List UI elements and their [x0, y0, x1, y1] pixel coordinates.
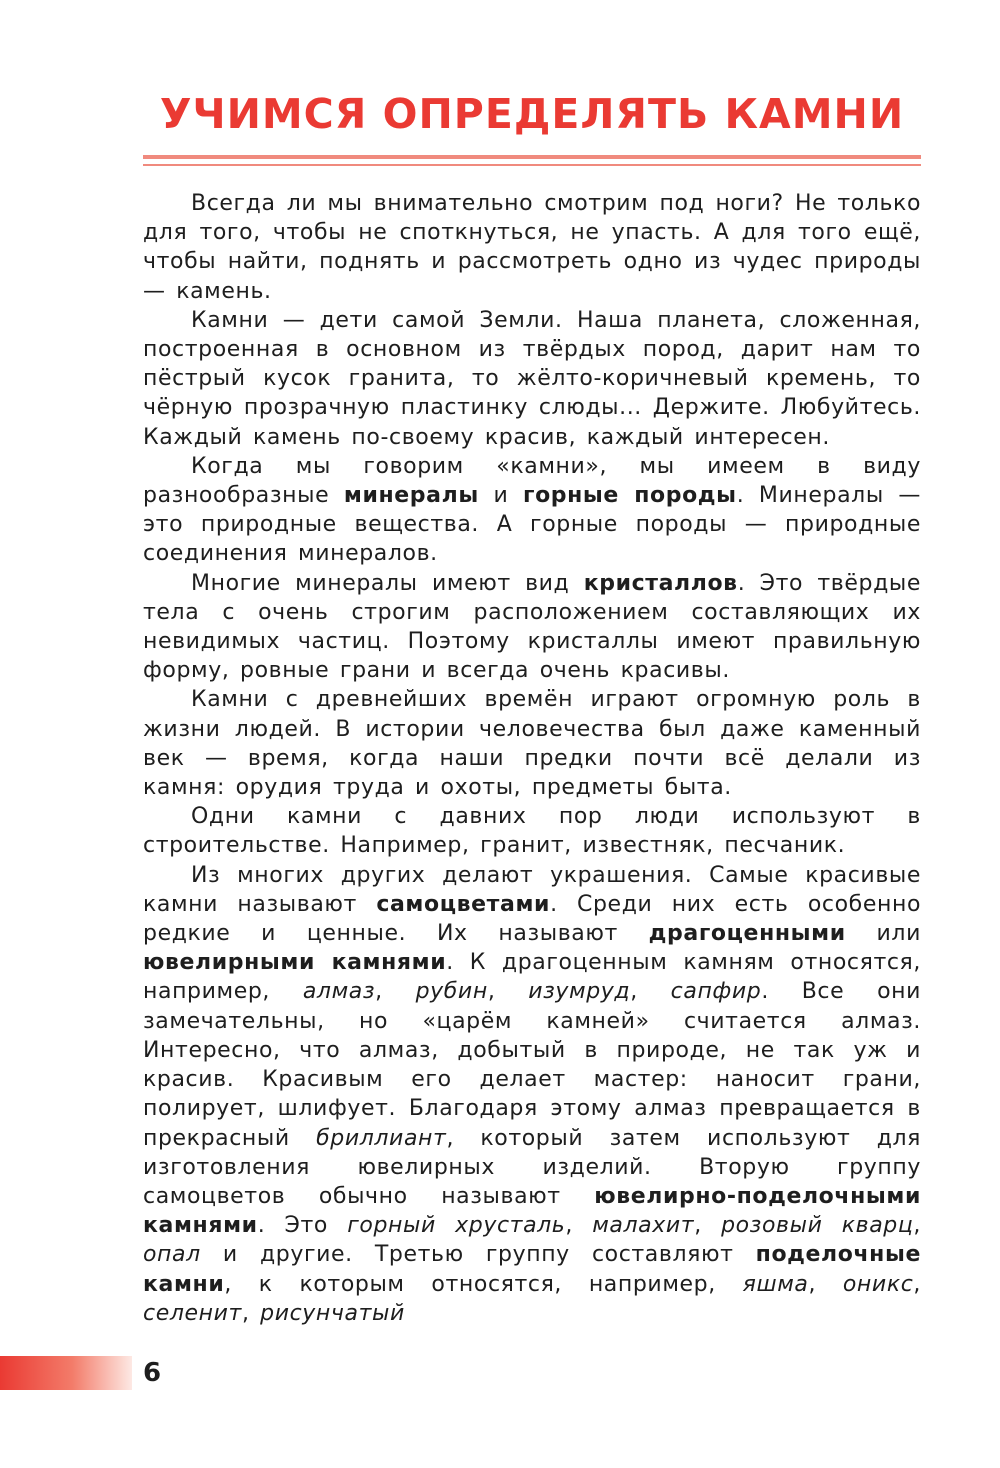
text-run: , [487, 979, 529, 1005]
page-title: УЧИМСЯ ОПРЕДЕЛЯТЬ КАМНИ [159, 90, 905, 138]
paragraph [143, 189, 921, 306]
bold-term: драгоценными [648, 921, 846, 947]
bold-term: кристаллов [583, 570, 738, 596]
text-run: , [630, 979, 671, 1005]
italic-term: оникс [842, 1271, 914, 1297]
italic-term: бриллиант [316, 1125, 447, 1151]
text-run: , [913, 1271, 921, 1297]
text-run: и другие. Третью группу составляют [200, 1242, 756, 1268]
text-run: , к которым относятся, например, [224, 1271, 743, 1297]
italic-term: яшма [742, 1271, 809, 1297]
title-underline-thick [143, 155, 921, 159]
text-run: Из многих других делают украшения. Самые красивые камни называют [143, 862, 921, 917]
paragraph [143, 306, 921, 452]
italic-term: селенит [143, 1300, 242, 1326]
text-run: и [478, 483, 523, 509]
body-text [143, 189, 921, 1328]
italic-term: рисунчатый [260, 1300, 405, 1326]
text-run: , [913, 1213, 922, 1239]
italic-term: розовый кварц [721, 1213, 914, 1239]
bold-term: поделочные камни [143, 1242, 921, 1297]
bold-term: самоцветами [376, 891, 551, 917]
text-run: Камни — дети самой Земли. Наша планета, сложенная, построенная в основном из твёрдых пород, дарит нам то пёстрый кусок гранита, то жёлто-коричневый кремень, то чёрную прозрачную пластинку слюды... Держите. Любуйтесь. Каждый камень по-своему красив, каждый интересен. [143, 307, 921, 450]
text-run: . Среди них есть особенно редкие и ценные. Их называют [143, 891, 922, 947]
text-run: , [694, 1213, 722, 1239]
italic-term: малахит [592, 1213, 695, 1239]
italic-term: опал [143, 1242, 201, 1268]
italic-term: рубин [415, 979, 488, 1005]
bold-term: ювелирными камнями [143, 950, 447, 976]
bold-term: ювелирно-поделочными камнями [143, 1183, 921, 1239]
text-run: Всегда ли мы внимательно смотрим под ноги? Не только для того, чтобы не споткнуться, не упасть. А для того ещё, чтобы найти, поднять и рассмотреть одно из чудес природы — камень. [143, 191, 921, 304]
paragraph [143, 802, 921, 860]
italic-term: изумруд [528, 979, 631, 1005]
italic-term: сапфир [670, 979, 762, 1005]
paragraph [143, 685, 921, 802]
title-underline-thin [143, 164, 921, 166]
text-run: . Минералы — это природные вещества. А горные породы — природные соединения минералов. [143, 483, 922, 567]
text-run: . Это [257, 1213, 348, 1239]
text-run: , [375, 979, 416, 1005]
text-run: , который затем используют для изготовления ювелирных изделий. Вторую группу самоцветов обычно называют [143, 1125, 922, 1209]
text-run: . Это твёрдые тела с очень строгим расположением составляющих их невидимых частиц. Поэтому кристаллы имеют правильную форму, ровные грани и всегда очень красивы. [143, 570, 921, 684]
text-run: , [241, 1300, 261, 1326]
text-run: . К драгоценным камням относятся, например, [143, 950, 921, 1005]
paragraph [143, 861, 921, 1328]
italic-term: горный хрусталь [347, 1213, 566, 1239]
text-run: Многие минералы имеют вид [191, 570, 584, 596]
text-run: , [565, 1213, 593, 1239]
bold-term: горные породы [522, 483, 737, 509]
text-run: или [845, 921, 921, 947]
bold-term: минералы [343, 483, 479, 509]
page-number: 6 [143, 1358, 162, 1388]
text-run: Одни камни с давних пор люди используют в строительстве. Например, гранит, известняк, песчаник. [143, 804, 921, 859]
italic-term: алмаз [302, 979, 376, 1005]
text-run: . Все они замечательны, но «царём камней» считается алмаз. Интересно, что алмаз, добытый в природе, не так уж и красив. Красивым его делает мастер: наносит грани, полирует, шлифует. Благодаря этому алмаз превращается в прекрасный [143, 979, 922, 1151]
text-run: Камни с древнейших времён играют огромную роль в жизни людей. В истории человечества был даже каменный век — время, когда наши предки почти всё делали из камня: орудия труда и охоты, предметы быта. [143, 687, 921, 801]
page-number-bar [0, 1356, 132, 1390]
paragraph [143, 452, 921, 569]
paragraph [143, 569, 921, 686]
text-run: , [808, 1271, 843, 1297]
text-run: Когда мы говорим «камни», мы имеем в виду разнообразные [143, 453, 921, 509]
